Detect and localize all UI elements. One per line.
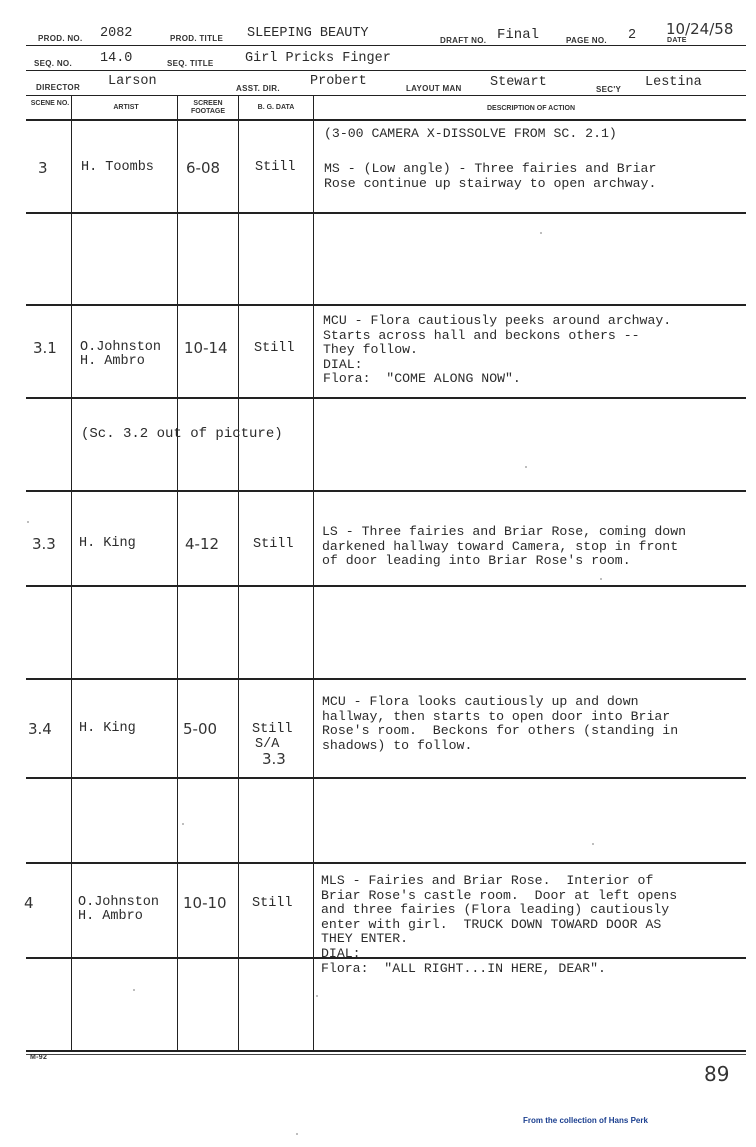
- col-description: DESCRIPTION OF ACTION: [486, 105, 576, 112]
- seq-title-value: Girl Pricks Finger: [245, 51, 391, 66]
- sheet-number: 89: [704, 1062, 730, 1086]
- row-screen-footage: 10-14: [184, 339, 228, 357]
- asst-dir-value: Probert: [310, 74, 367, 89]
- row-bg-data: Still: [254, 341, 295, 356]
- layout-man-value: Stewart: [490, 75, 547, 90]
- row-bg-data: Still: [255, 160, 296, 175]
- row-rule-4: [26, 490, 746, 492]
- row-rule-5: [26, 585, 746, 587]
- page-no-label: PAGE NO.: [566, 36, 607, 45]
- page-no-value: 2: [628, 28, 637, 43]
- row-artist: O.Johnston: [80, 340, 162, 355]
- asst-dir-label: ASST. DIR.: [236, 84, 280, 93]
- scan-speck: [182, 823, 184, 825]
- row-artist: H. King: [79, 721, 136, 736]
- row-artist-secondary: H. Ambro: [80, 354, 145, 369]
- scan-speck: [600, 578, 602, 580]
- scan-speck: [27, 521, 29, 523]
- col-artist: ARTIST: [113, 104, 139, 111]
- row-scene-number: 4: [24, 894, 34, 912]
- form-number: M-92: [30, 1054, 48, 1061]
- row-screen-footage: 5-00: [183, 720, 218, 738]
- row-description: MLS - Fairies and Briar Rose. Interior of Briar Rose's castle room. Door at left opens and three fairies (Flora leading) cautiously enter with girl. TRUCK DOWN TOWARD DOOR AS THEY ENTER. DIAL:: [321, 873, 678, 961]
- footer-rule: [26, 1054, 746, 1055]
- seq-title-label: SEQ. TITLE: [167, 59, 214, 68]
- row-description: MCU - Flora looks cautiously up and down hallway, then starts to open door into Briar Rose's room. Beckons for others (standing in shadows) to follow.: [322, 694, 679, 753]
- grid-vline-footage: [238, 96, 239, 1050]
- row-description: MCU - Flora cautiously peeks around archway. Starts across hall and beckons others -- They follow. DIAL: Flora: "COME ALONG NOW".: [323, 313, 672, 386]
- scan-speck: [592, 843, 594, 845]
- col-scene-no: SCENE NO.: [30, 100, 70, 107]
- row-description: LS - Three fairies and Briar Rose, coming down darkened hallway toward Camera, stop in front of door leading into Briar Rose's room.: [322, 524, 687, 568]
- row-artist: H. King: [79, 536, 136, 551]
- scan-speck: [525, 466, 527, 468]
- row-scene-number: 3.1: [33, 339, 57, 357]
- date-label: DATE: [667, 37, 687, 44]
- scan-speck: [316, 995, 318, 997]
- row-bg-data-tertiary: 3.3: [262, 750, 286, 768]
- row-screen-footage: 6-08: [186, 159, 221, 177]
- row-out-of-picture-note: (Sc. 3.2 out of picture): [81, 426, 283, 442]
- header-rule-2: [26, 70, 746, 71]
- draft-no-label: DRAFT NO.: [440, 36, 487, 45]
- row-screen-footage: 4-12: [185, 535, 220, 553]
- prod-no-value: 2082: [100, 26, 133, 41]
- secy-label: SEC'Y: [596, 85, 622, 94]
- prod-no-label: PROD. NO.: [38, 34, 83, 43]
- grid-vline-artist: [177, 96, 178, 1050]
- row-rule-10: [26, 1050, 746, 1052]
- row-bg-data: Still: [253, 537, 294, 552]
- row-scene-number: 3.4: [28, 720, 52, 738]
- row-scene-number: 3.3: [32, 535, 56, 553]
- scan-speck: [540, 232, 542, 234]
- seq-no-label: SEQ. NO.: [34, 59, 72, 68]
- prod-title-label: PROD. TITLE: [170, 34, 224, 43]
- scan-speck: [296, 1133, 298, 1135]
- grid-vline-bg: [313, 96, 314, 1050]
- row-rule-1: [26, 212, 746, 214]
- row-rule-6: [26, 678, 746, 680]
- draft-no-value: Final: [497, 27, 540, 43]
- row-bg-data: Still: [252, 896, 293, 911]
- row-screen-footage: 10-10: [183, 894, 227, 912]
- grid-vline-scene: [71, 96, 72, 1050]
- column-header-rule: [26, 119, 746, 121]
- col-screen-footage: SCREEN FOOTAGE: [190, 100, 226, 115]
- date-value: 10/24/58: [666, 20, 734, 38]
- row-bg-data-secondary: S/A: [255, 737, 280, 752]
- layout-man-label: LAYOUT MAN: [406, 84, 462, 93]
- row-rule-8: [26, 862, 746, 864]
- row-rule-2: [26, 304, 746, 306]
- secy-value: Lestina: [645, 75, 702, 90]
- row-scene-number: 3: [38, 159, 48, 177]
- director-label: DIRECTOR: [36, 83, 81, 92]
- row-rule-7: [26, 777, 746, 779]
- director-value: Larson: [108, 74, 157, 89]
- header-rule-3: [26, 95, 746, 96]
- header-rule-1: [26, 45, 746, 46]
- row-rule-3: [26, 397, 746, 399]
- row-artist: H. Toombs: [81, 160, 154, 175]
- scan-speck: [133, 989, 135, 991]
- prod-title-value: SLEEPING BEAUTY: [247, 26, 369, 41]
- row-description-continued: Flora: "ALL RIGHT...IN HERE, DEAR".: [321, 961, 606, 976]
- row-artist: O.Johnston: [78, 895, 160, 910]
- row-description: MS - (Low angle) - Three fairies and Briar Rose continue up stairway to open archway.: [324, 161, 657, 191]
- row-artist-secondary: H. Ambro: [78, 909, 143, 924]
- row-bg-data: Still: [252, 722, 293, 737]
- col-bg-data: B. G. DATA: [257, 104, 295, 111]
- row-description-dissolve: (3-00 CAMERA X-DISSOLVE FROM SC. 2.1): [324, 126, 617, 141]
- seq-no-value: 14.0: [100, 51, 133, 66]
- collection-credit: From the collection of Hans Perk: [523, 1116, 648, 1125]
